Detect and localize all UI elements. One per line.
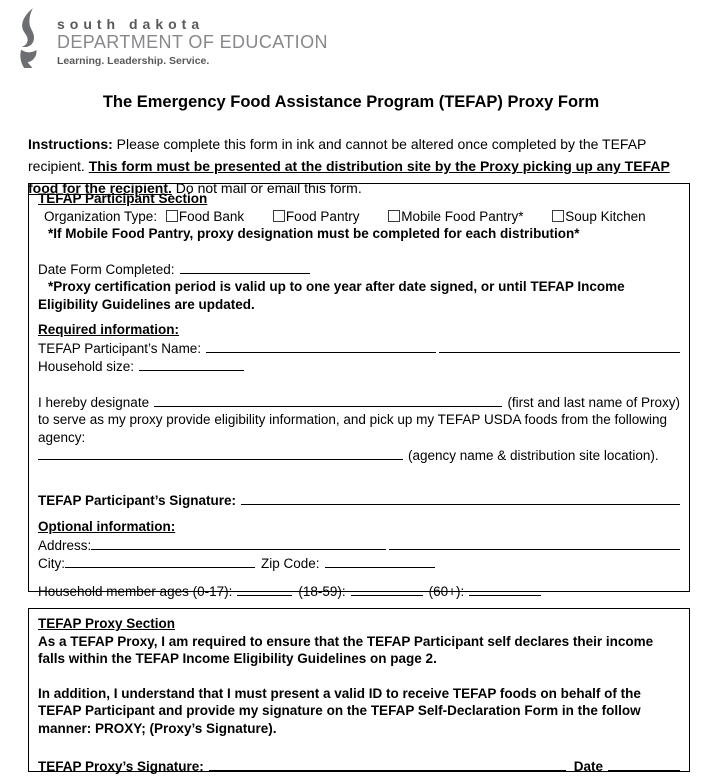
organization-option-food-pantry xyxy=(273,209,360,224)
date-form-completed-row xyxy=(38,260,680,279)
designate-prefix: I hereby designate xyxy=(38,394,150,410)
proxy-paragraph-1: As a TEFAP Proxy, I am required to ensure that the TEFAP Participant self declares their income falls within the TEFAP Income Eligibility Guidelines on page 2. xyxy=(38,633,654,666)
agency-suffix: (agency name & distribution site location). xyxy=(408,448,659,463)
zip-code-field[interactable] xyxy=(325,554,435,568)
logo-department-name: DEPARTMENT OF EDUCATION xyxy=(57,32,328,52)
checkbox-mobile-food-pantry-label: Mobile Food Pantry* xyxy=(401,208,524,224)
proxy-date-label: Date xyxy=(573,759,603,774)
zip-code-label: Zip Code: xyxy=(261,556,320,571)
proxy-paragraph-2: In addition, I understand that I must present a valid ID to receive TEFAP foods on behalf of the TEFAP Participant and provide my signature on the TEFAP Self-Declaration Form in the follow manner: PROXY; (Proxy’s Signature). xyxy=(38,685,641,736)
instructions-emphasis: This form must be presented at the distribution site by the Proxy picking up any TEFAP food for the recipient. xyxy=(28,158,670,196)
designate-body-line: to serve as my proxy provide eligibility information, and pick up my TEFAP USDA foods from the following agency: xyxy=(38,412,668,445)
proxy-section xyxy=(28,608,690,772)
designate-suffix: (first and last name of Proxy) xyxy=(507,394,680,410)
organization-option-food-bank xyxy=(166,209,244,224)
ages-18-59-label: (18-59): xyxy=(298,583,346,599)
household-ages-row xyxy=(38,582,680,601)
required-information-heading: Required information: xyxy=(38,322,179,337)
proxy-signature-field[interactable] xyxy=(209,757,566,771)
sd-doe-logo xyxy=(12,8,328,68)
participant-signature-row xyxy=(38,491,680,510)
participant-signature-label: TEFAP Participant’s Signature: xyxy=(38,492,237,508)
address-field-extension[interactable] xyxy=(389,536,680,550)
checkbox-food-bank-label: Food Bank xyxy=(178,208,245,224)
proxy-section-heading: TEFAP Proxy Section xyxy=(38,616,176,631)
checkbox-food-pantry[interactable] xyxy=(273,210,285,222)
form-title: The Emergency Food Assistance Program (TEFAP) Proxy Form xyxy=(102,93,600,112)
participant-section xyxy=(28,183,690,599)
city-label: City: xyxy=(38,556,65,571)
mobile-pantry-note: *If Mobile Food Pantry, proxy designation must be completed for each distribution* xyxy=(48,226,580,241)
city-field[interactable] xyxy=(65,554,255,568)
organization-type-label: Organization Type: xyxy=(44,208,158,224)
proxy-signature-label: TEFAP Proxy’s Signature: xyxy=(38,759,204,774)
household-size-field[interactable] xyxy=(139,357,244,371)
certification-note: *Proxy certification period is valid up to one year after date signed, or until TEFAP Income Eligibility Guidelines are updated. xyxy=(38,279,625,312)
designate-proxy-row xyxy=(38,393,680,412)
participant-section-heading: TEFAP Participant Section xyxy=(38,191,208,206)
ages-60-plus-label: (60+): xyxy=(428,583,465,599)
checkbox-mobile-food-pantry[interactable] xyxy=(388,210,400,222)
ages-0-17-field[interactable] xyxy=(237,582,292,596)
agency-name-field[interactable] xyxy=(38,446,403,460)
participant-signature-field[interactable] xyxy=(241,491,680,505)
ages-18-59-field[interactable] xyxy=(351,582,423,596)
agency-row xyxy=(38,446,680,465)
proxy-name-field[interactable] xyxy=(154,393,502,407)
logo-state-name: south dakota xyxy=(57,16,205,32)
address-label: Address: xyxy=(38,537,92,553)
instructions-label: Instructions: xyxy=(28,136,113,152)
logo-tagline: Learning. Leadership. Service. xyxy=(57,55,210,67)
instructions-text-before: Please complete this form in ink and cannot be altered once completed by the TEFAP recipient. xyxy=(28,136,647,174)
city-zip-row xyxy=(38,554,680,573)
participant-name-label: TEFAP Participant’s Name: xyxy=(38,340,202,356)
checkbox-food-bank[interactable] xyxy=(166,210,178,222)
organization-type-row xyxy=(38,208,680,226)
instructions-text-after: Do not mail or email this form. xyxy=(175,180,362,196)
date-form-completed-field[interactable] xyxy=(180,260,310,274)
participant-name-row xyxy=(38,339,680,358)
checkbox-soup-kitchen[interactable] xyxy=(552,210,564,222)
proxy-date-field[interactable] xyxy=(608,757,680,771)
household-size-row xyxy=(38,357,680,376)
checkbox-soup-kitchen-label: Soup Kitchen xyxy=(565,208,646,224)
ages-60-plus-field[interactable] xyxy=(469,582,541,596)
organization-option-soup-kitchen xyxy=(552,209,645,224)
participant-name-field-extension[interactable] xyxy=(439,339,680,353)
participant-name-field[interactable] xyxy=(206,339,436,353)
proxy-signature-row xyxy=(38,757,680,776)
checkbox-food-pantry-label: Food Pantry xyxy=(285,208,360,224)
optional-information-heading: Optional information: xyxy=(38,519,176,534)
ages-0-17-label: Household member ages (0-17): xyxy=(38,583,233,599)
household-size-label: Household size: xyxy=(38,359,135,374)
date-form-completed-label: Date Form Completed: xyxy=(38,261,175,277)
address-field[interactable] xyxy=(91,536,386,550)
torch-flame-icon xyxy=(12,8,48,68)
address-row xyxy=(38,536,680,555)
organization-option-mobile-food-pantry xyxy=(388,209,523,224)
